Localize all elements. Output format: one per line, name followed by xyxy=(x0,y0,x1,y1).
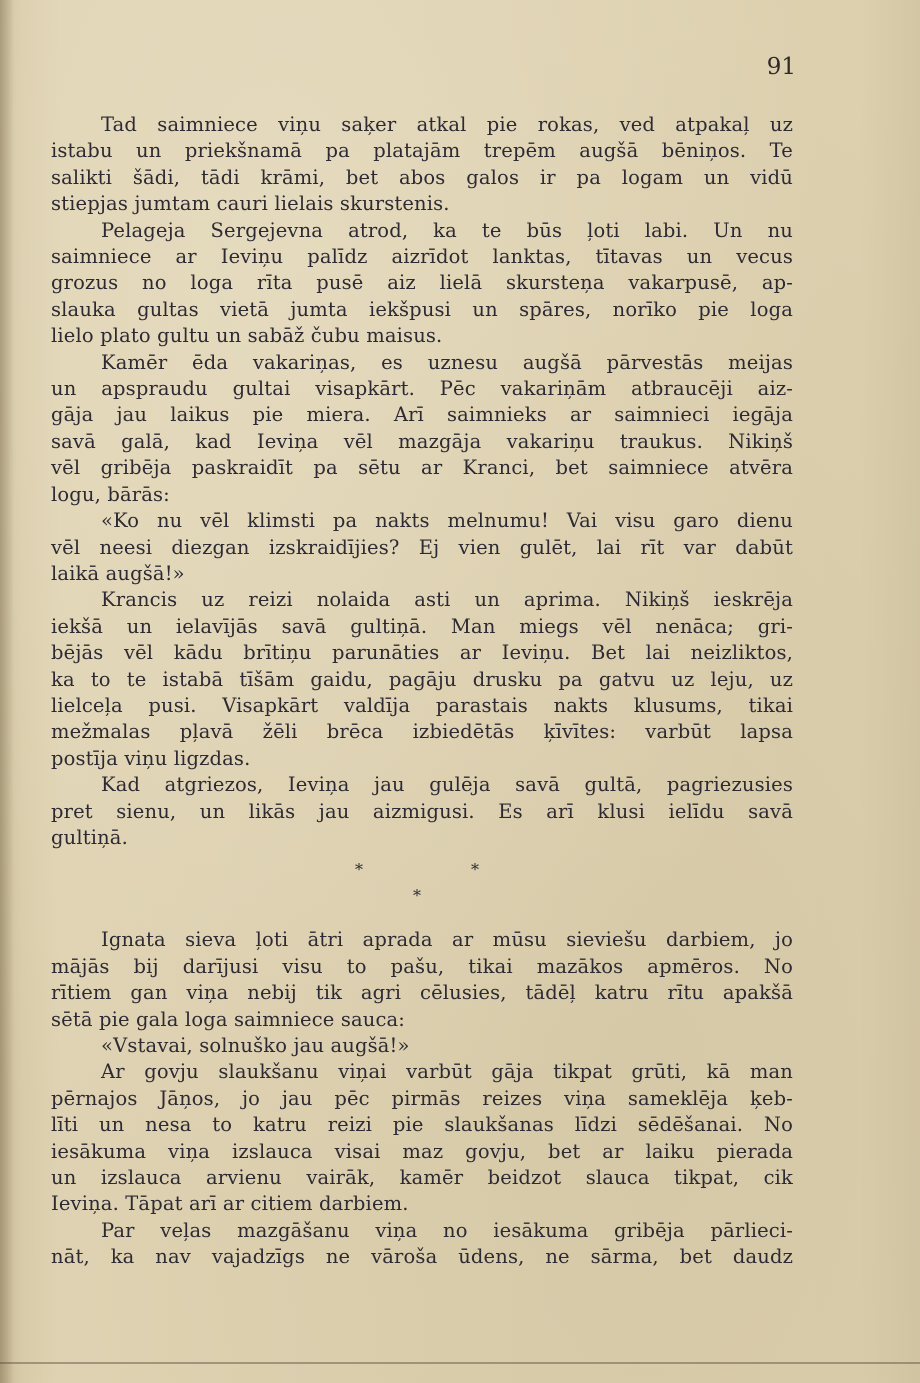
text-line: Ignata sieva ļoti ātri apradа ar mūsu sieviešu darbiem, jo xyxy=(101,928,793,952)
text-line: postīja viņu ligzdas. xyxy=(51,746,251,770)
text-line: mežmalas pļavā žēli brēca izbiedētās ķīvītes: varbūt lapsa xyxy=(51,720,793,744)
text-line: laikā augšā!» xyxy=(51,561,185,585)
text-line: salikti šādi, tādi krāmi, bet abos galos ir pa logam un vidū xyxy=(51,165,793,189)
page-number: 91 xyxy=(766,54,796,80)
asterisk: * xyxy=(471,860,480,880)
text-line: «Vstavai, solnuško jau augšā!» xyxy=(101,1034,410,1057)
text-line: rītiem gan viņa nebij tik agri cēlusies, tādēļ katru rītu apakšā xyxy=(51,981,793,1005)
page-bottom-edge xyxy=(0,1362,920,1364)
text-line: Krancis uz reizi nolaida asti un aprima. Nikiņš ieskrēja xyxy=(101,588,793,612)
text-line: Ar govju slaukšanu viņai varbūt gāja tikpat grūti, kā man xyxy=(101,1060,793,1084)
section-separator xyxy=(51,851,793,927)
asterisk: * xyxy=(413,886,422,906)
text-line: nāt, ka nav vajadzīgs ne vāroša ūdens, ne sārma, bet daudz xyxy=(51,1245,793,1269)
text-line: Tad saimniece viņu saķer atkal pie rokas, ved atpakaļ uz xyxy=(101,113,793,136)
body-text xyxy=(51,112,793,1271)
text-line: iesākuma viņa izslauca visai maz govju, bet ar laiku pierada xyxy=(51,1139,793,1163)
text-line: saimniece ar Ieviņu palīdz aizrīdot lanktas, tītavas un vecus xyxy=(51,245,793,269)
text-line: bējās vēl kādu brītiņu parunāties ar Ieviņu. Bet lai neizliktos, xyxy=(51,641,793,665)
text-line: Kamēr ēda vakariņas, es uznesu augšā pārvestās meijas xyxy=(101,350,793,374)
text-line: istabu un priekšnamā pa platajām trepēm augšā bēniņos. Te xyxy=(51,139,793,163)
text-line: logu, bārās: xyxy=(51,482,170,506)
text-line: pērnajos Jāņos, jo jau pēc pirmās reizes viņa sameklēja ķeb- xyxy=(51,1086,793,1110)
text-line: ka to te istabā tīšām gaidu, pagāju drusku pa gatvu uz leju, uz xyxy=(51,667,793,691)
text-line: savā galā, kad Ieviņa vēl mazgāja vakariņu traukus. Nikiņš xyxy=(51,429,793,453)
text-line: gāja jau laikus pie miera. Arī saimnieks ar saimnieci iegāja xyxy=(51,403,793,427)
text-line: un izslauca arvienu vairāk, kamēr beidzot slauca tikpat, cik xyxy=(51,1166,793,1190)
text-line: lielo plato gultu un sabāž čubu maisus. xyxy=(51,324,443,348)
text-line: Kad atgriezos, Ieviņa jau gulēja savā gultā, pagriezusies xyxy=(101,773,793,797)
text-line: Ieviņa. Tāpat arī ar citiem darbiem. xyxy=(51,1192,409,1216)
text-line: stiepjas jumtam cauri lielais skurstenis. xyxy=(51,192,450,216)
text-line: mājās bij darījusi visu to pašu, tikai mazākos apmēros. No xyxy=(51,954,793,978)
text-line: vēl gribēja paskraidīt pa sētu ar Kranci, bet saimniece atvēra xyxy=(51,456,793,480)
spine-shadow xyxy=(0,0,14,1383)
text-line: «Ko nu vēl klimsti pa nakts melnumu! Vai visu garo dienu xyxy=(101,509,793,533)
text-line: sētā pie gala loga saimniece sauca: xyxy=(51,1007,406,1031)
text-line: un apspraudu gultai visapkārt. Pēc vakariņām atbraucēji aiz- xyxy=(51,377,793,401)
text-line: vēl neesi diezgan izskraidījies? Ej vien gulēt, lai rīt var dabūt xyxy=(51,535,793,559)
text-line: līti un nesa to katru reizi pie slaukšanas līdzi sēdēšanai. No xyxy=(51,1113,793,1137)
text-line: slauka gultas vietā jumta iekšpusi un spāres, norīko pie loga xyxy=(51,297,793,321)
text-line: Pelageja Sergejevna atrod, ka te būs ļoti labi. Un nu xyxy=(101,218,793,242)
asterisk: * xyxy=(355,860,364,880)
text-line: lielceļa pusi. Visapkārt valdīja parastais nakts klusums, tikai xyxy=(51,693,793,717)
text-line: iekšā un ielavījās savā gultiņā. Man miegs vēl nenāca; gri- xyxy=(51,614,793,638)
text-line: grozus no loga rīta pusē aiz lielā skursteņa vakarpusē, ap- xyxy=(51,271,793,295)
text-line: gultiņā. xyxy=(51,825,128,849)
text-line: pret sienu, un likās jau aizmigusi. Es arī klusi ielīdu savā xyxy=(51,799,793,823)
text-line: Par veļas mazgāšanu viņa no iesākuma gribēja pārlieci- xyxy=(101,1218,793,1242)
